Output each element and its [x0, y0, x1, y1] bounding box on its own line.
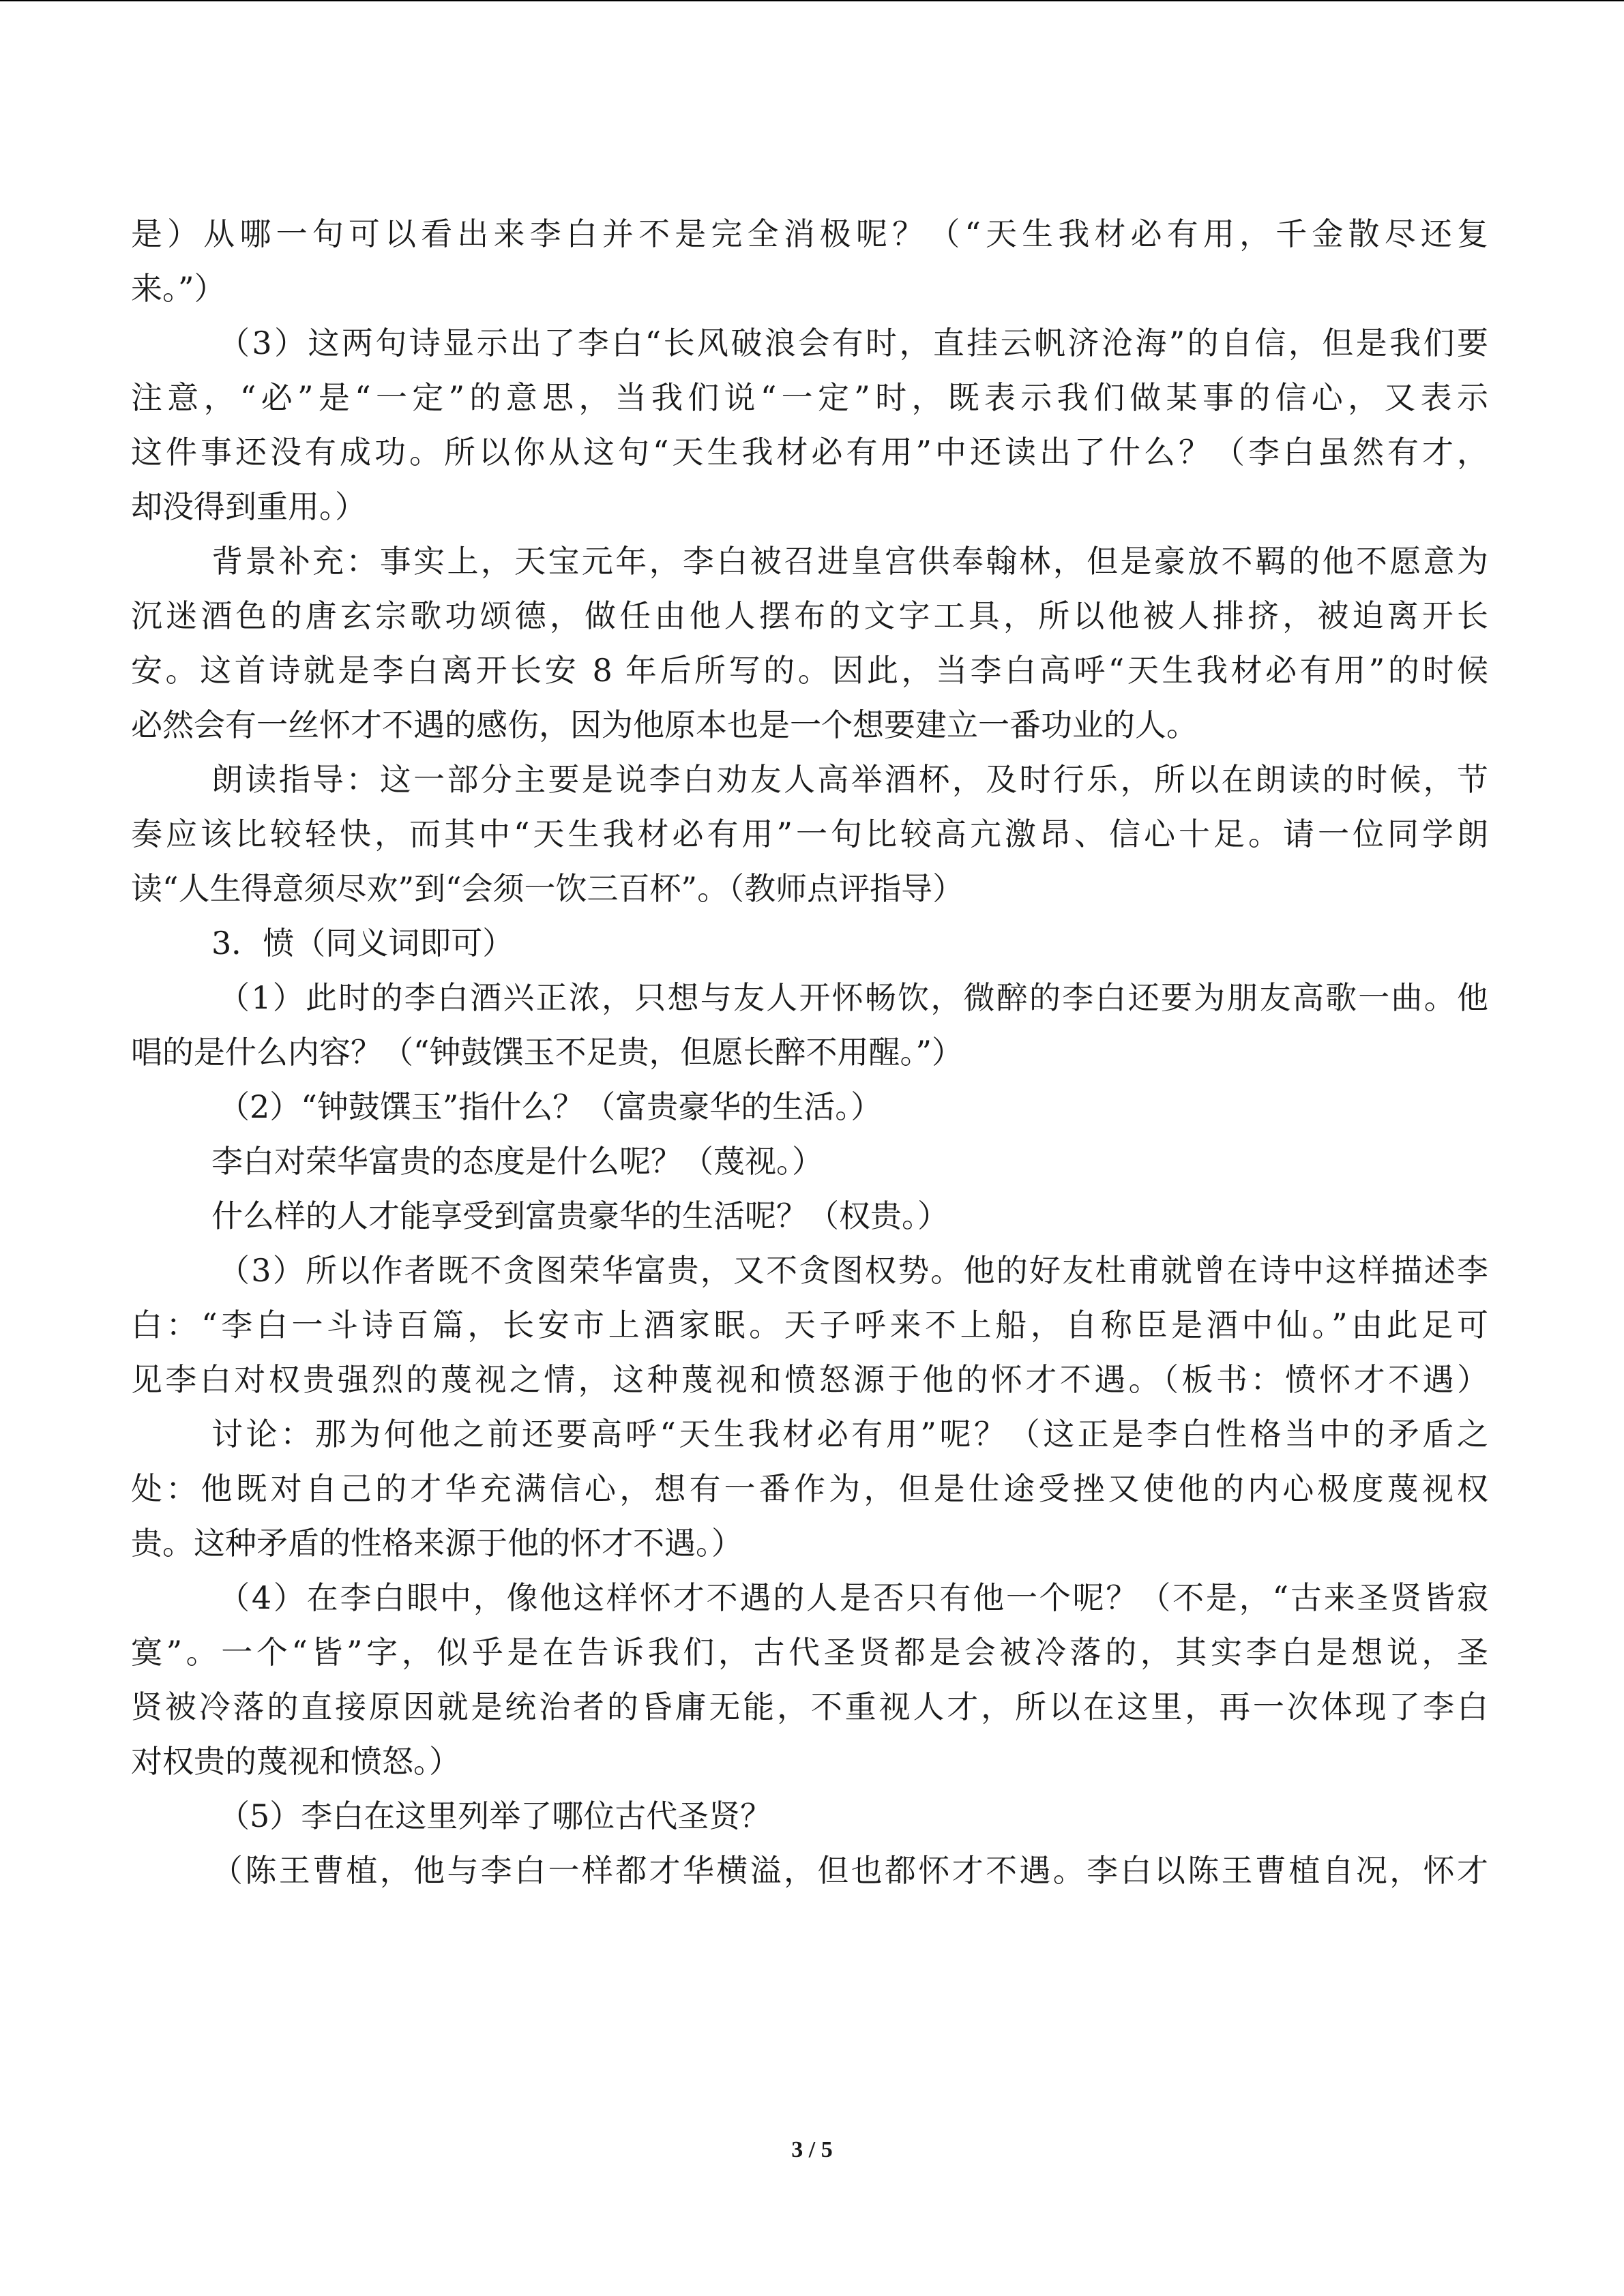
- text-line: 寞”。一个“皆”字，似乎是在告诉我们，古代圣贤都是会被冷落的，其实李白是想说，圣: [131, 1634, 1488, 1671]
- text-line: 朗读指导：这一部分主要是说李白劝友人高举酒杯，及时行乐，所以在朗读的时候，节: [211, 761, 1488, 798]
- text-line: （3）这两句诗显示出了李白“长风破浪会有时，直挂云帆济沧海”的自信，但是我们要: [218, 325, 1488, 361]
- text-line: 贵。这种矛盾的性格来源于他的怀才不遇。）: [131, 1525, 743, 1562]
- text-line: 对权贵的蔑视和愤怒。）: [131, 1743, 460, 1780]
- text-line: 背景补充：事实上，天宝元年，李白被召进皇宫供奉翰林，但是豪放不羁的他不愿意为: [211, 543, 1488, 580]
- text-line: 讨论：那为何他之前还要高呼“天生我材必有用”呢？（这正是李白性格当中的矛盾之: [211, 1416, 1488, 1452]
- page-number: 3 / 5: [791, 2137, 833, 2162]
- text-line: （4）在李白眼中，像他这样怀才不遇的人是否只有他一个呢？（不是，“古来圣贤皆寂: [218, 1579, 1488, 1616]
- text-line: 见李白对权贵强烈的蔑视之情，这种蔑视和愤怒源于他的怀才不遇。（板书：愤怀才不遇）: [131, 1361, 1488, 1398]
- text-line: （陈王曹植，他与李白一样都才华横溢，但也都怀才不遇。李白以陈王曹植自况，怀才: [211, 1852, 1488, 1889]
- text-line: 什么样的人才能享受到富贵豪华的生活呢？（权贵。）: [211, 1197, 949, 1234]
- text-line: （2）“钟鼓馔玉”指什么？（富贵豪华的生活。）: [218, 1088, 883, 1125]
- text-line: （3）所以作者既不贪图荣华富贵，又不贪图权势。他的好友杜甫就曾在诗中这样描述李: [218, 1252, 1488, 1289]
- text-line: （5）李白在这里列举了哪位古代圣贤？: [218, 1798, 772, 1834]
- text-line: （1）此时的李白酒兴正浓，只想与友人开怀畅饮，微醉的李白还要为朋友高歌一曲。他: [218, 979, 1488, 1016]
- text-line: 处：他既对自己的才华充满信心，想有一番作为，但是仕途受挫又使他的内心极度蔑视权: [131, 1470, 1488, 1507]
- text-line: 奏应该比较轻快，而其中“天生我材必有用”一句比较高亢激昂、信心十足。请一位同学朗: [131, 816, 1488, 852]
- text-line: 却没得到重用。）: [131, 488, 366, 525]
- text-line: 是）从哪一句可以看出来李白并不是完全消极呢？（“天生我材必有用，千金散尽还复: [131, 215, 1488, 252]
- text-line: 这件事还没有成功。所以你从这句“天生我材必有用”中还读出了什么？（李白虽然有才，: [131, 434, 1488, 471]
- text-line: 注意，“必”是“一定”的意思，当我们说“一定”时，既表示我们做某事的信心，又表示: [131, 379, 1488, 416]
- text-line: 必然会有一丝怀才不遇的感伤，因为他原本也是一个想要建立一番功业的人。: [131, 706, 1198, 743]
- top-border-line: [0, 0, 1624, 1]
- text-line: 沉迷酒色的唐玄宗歌功颂德，做任由他人摆布的文字工具，所以他被人排挤，被迫离开长: [131, 597, 1488, 634]
- section-heading: 3．愤（同义词即可）: [211, 925, 514, 961]
- text-line: 来。”）: [131, 270, 226, 307]
- text-line: 读“人生得意须尽欢”到“会须一饮三百杯”。（教师点评指导）: [131, 870, 964, 907]
- text-line: 李白对荣华富贵的态度是什么呢？（蔑视。）: [211, 1143, 823, 1180]
- text-line: 唱的是什么内容？（“钟鼓馔玉不足贵，但愿长醉不用醒。”）: [131, 1034, 964, 1071]
- text-line: 白：“李白一斗诗百篇，长安市上酒家眠。天子呼来不上船，自称臣是酒中仙。”由此足可: [131, 1307, 1488, 1343]
- text-line: 安。这首诗就是李白离开长安 8 年后所写的。因此，当李白高呼“天生我材必有用”的时候: [131, 652, 1488, 689]
- text-line: 贤被冷落的直接原因就是统治者的昏庸无能，不重视人才，所以在这里，再一次体现了李白: [131, 1688, 1488, 1725]
